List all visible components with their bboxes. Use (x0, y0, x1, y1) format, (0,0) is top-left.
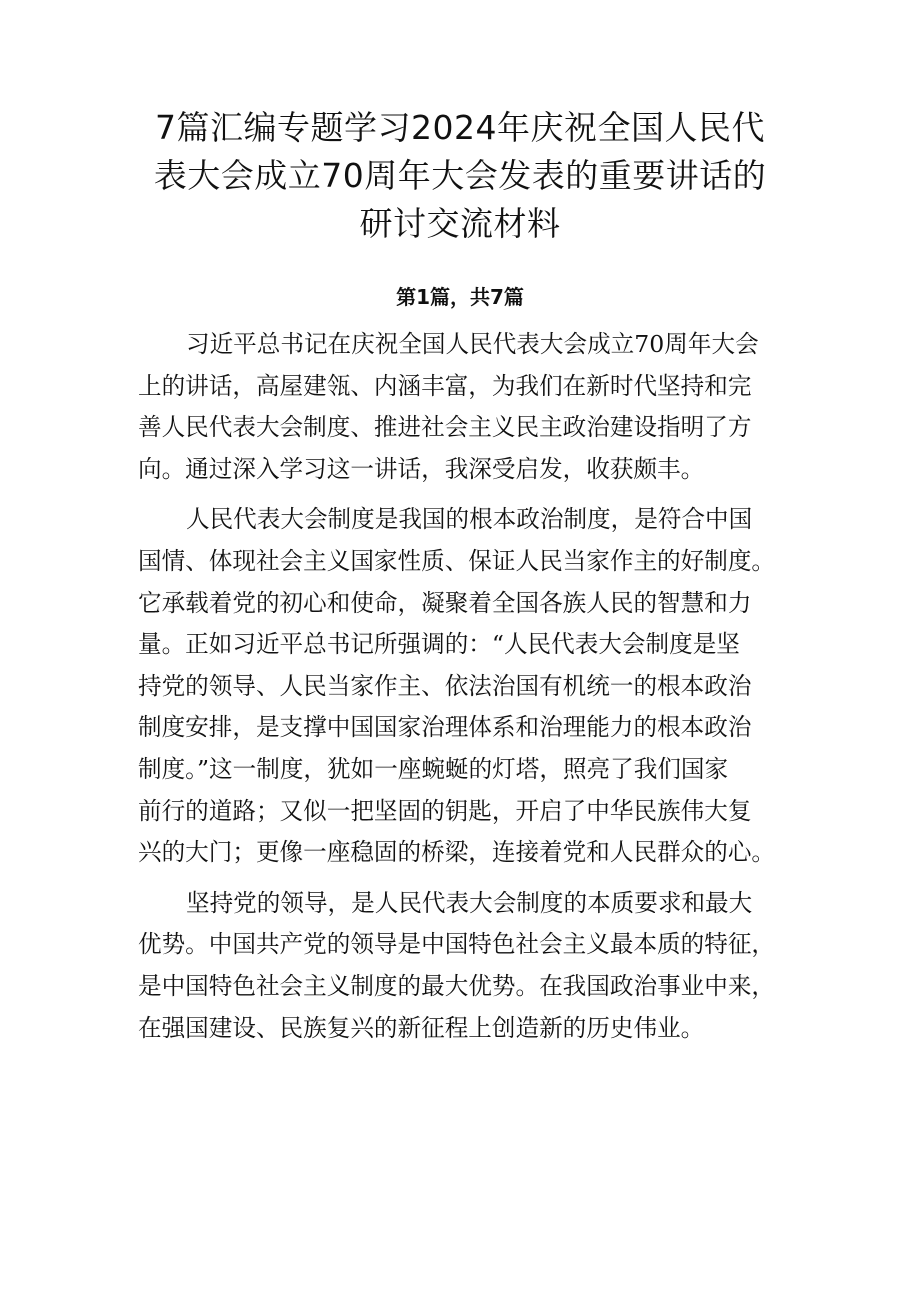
paragraph (138, 324, 784, 490)
text-line: 它承载着党的初心和使命，凝聚着全国各族人民的智慧和力 (138, 588, 752, 617)
paragraph (138, 883, 784, 1049)
text-line: 善人民代表大会制度、推进社会主义民主政治建设指明了方 (138, 413, 752, 442)
text-line: 坚持党的领导，是人民代表大会制度的本质要求和最大 (186, 888, 753, 917)
text-line: 国情、体现社会主义国家性质、保证人民当家作主的好制度。 (138, 546, 776, 575)
text-line: 制度。”这一制度，犹如一座蜿蜒的灯塔，照亮了我们国家 (138, 754, 729, 783)
text-line: 习近平总书记在庆祝全国人民代表大会成立70周年大会 (186, 330, 759, 358)
text-line: 优势。中国共产党的领导是中国特色社会主义最本质的特征， (138, 930, 776, 959)
text-line: 前行的道路；又似一把坚固的钥匙，开启了中华民族伟大复 (138, 796, 752, 825)
text-line: 向。通过深入学习这一讲话，我深受启发，收获颇丰。 (138, 454, 705, 483)
text-line: 制度安排，是支撑中国国家治理体系和治理能力的根本政治 (138, 713, 752, 742)
text-line: 在强国建设、民族复兴的新征程上创造新的历史伟业。 (138, 1013, 705, 1042)
document-subtitle: 第1篇，共7篇 (396, 285, 524, 309)
text-line: 兴的大门；更像一座稳固的桥梁，连接着党和人民群众的心。 (138, 838, 776, 867)
title-line: 研讨交流材料 (359, 204, 561, 243)
title-line: 7篇汇编专题学习2024年庆祝全国人民代 (155, 108, 765, 147)
document-body (138, 324, 784, 1058)
paragraph (138, 499, 784, 873)
text-line: 量。正如习近平总书记所强调的：“人民代表大会制度是坚 (138, 630, 740, 659)
text-line: 上的讲话，高屋建瓴、内涵丰富，为我们在新时代坚持和完 (138, 371, 752, 400)
text-line: 持党的领导、人民当家作主、依法治国有机统一的根本政治 (138, 671, 752, 700)
title-line: 表大会成立70周年大会发表的重要讲话的 (153, 156, 767, 195)
document-title (120, 104, 800, 248)
text-line: 人民代表大会制度是我国的根本政治制度，是符合中国 (186, 505, 753, 534)
text-line: 是中国特色社会主义制度的最大优势。在我国政治事业中来， (138, 971, 776, 1000)
